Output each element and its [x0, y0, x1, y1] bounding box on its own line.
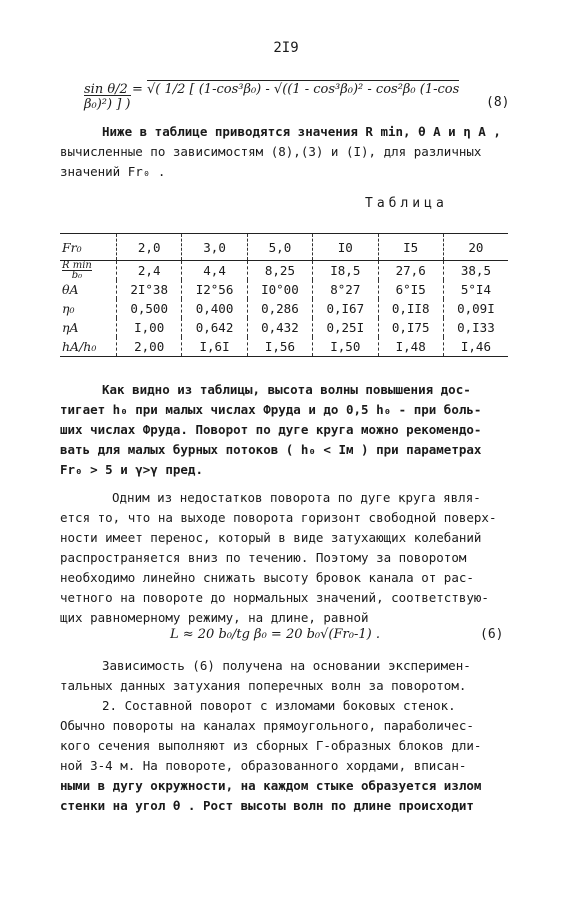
- table-cell: 38,5: [443, 261, 508, 281]
- table-row: [60, 318, 508, 337]
- para2-line-6: четного на повороте до нормальных значений, соответствую-: [60, 590, 489, 605]
- table-cell: 0,286: [247, 299, 312, 318]
- table-cell: 2,00: [117, 337, 182, 357]
- table-cell: 8°27: [313, 280, 378, 299]
- fraction-numerator: R min: [62, 260, 92, 271]
- table-cell: 0,I67: [313, 299, 378, 318]
- para1-line-4: вать для малых бурных потоков ( h₀ < Iм ) при параметрах: [60, 442, 482, 457]
- header-cell: 2,0: [117, 234, 182, 261]
- header-cell: I0: [313, 234, 378, 261]
- para4-line-4: ной 3-4 м. На повороте, образованного хордами, вписан-: [60, 758, 467, 773]
- table-cell: I,46: [443, 337, 508, 357]
- intro-line-2: вычисленные по зависимостям (8),(3) и (I), для различных: [60, 144, 482, 159]
- table-cell: 0,400: [182, 299, 247, 318]
- para4-line-2: Обычно повороты на каналах прямоугольного, параболичес-: [60, 718, 474, 733]
- para4-line-5: ными в дугу окружности, на каждом стыке образуется излом: [60, 778, 482, 793]
- para2-line-2: ется то, что на выходе поворота горизонт свободной поверх-: [60, 510, 497, 525]
- results-table: [60, 233, 508, 357]
- row-label: θA: [62, 282, 79, 297]
- para2-line-3: ности имеет перенос, который в виде затухающих колебаний: [60, 530, 482, 545]
- header-cell: I5: [378, 234, 443, 261]
- row-label-fraction: [62, 261, 92, 280]
- para1-line-5: Fr₀ > 5 и γ>γ пред.: [60, 462, 203, 477]
- table-cell: 8,25: [247, 261, 312, 281]
- para2-line-4: распространяется вниз по течению. Поэтому за поворотом: [60, 550, 467, 565]
- table-cell: I,56: [247, 337, 312, 357]
- page-number: 2I9: [273, 40, 299, 56]
- table-row: [60, 261, 508, 281]
- para1-line-2: тигает h₀ при малых числах Фруда и до 0,5 h₀ - при боль-: [60, 402, 482, 417]
- row-label: [60, 261, 117, 281]
- table-cell: 5°I4: [443, 280, 508, 299]
- intro-line-3: значений Fr₀ .: [60, 164, 166, 179]
- para1-line-1: Как видно из таблицы, высота волны повышения дос-: [102, 382, 471, 397]
- table-cell: 0,I33: [443, 318, 508, 337]
- para2-line-5: необходимо линейно снижать высоту бровок канала от рас-: [60, 570, 474, 585]
- formula-8-lhs: sin θ/2 =: [84, 82, 143, 97]
- formula-8-number: (8): [486, 95, 510, 110]
- table-cell: 0,642: [182, 318, 247, 337]
- table-cell: 0,II8: [378, 299, 443, 318]
- formula-6-number: (6): [480, 627, 504, 642]
- table-row: [60, 280, 508, 299]
- header-cell: 20: [443, 234, 508, 261]
- header-cell: Fr₀: [60, 234, 117, 261]
- table-cell: I2°56: [182, 280, 247, 299]
- table-cell: 0,25I: [313, 318, 378, 337]
- table-cell: I0°00: [247, 280, 312, 299]
- para4-line-1: 2. Составной поворот с изломами боковых стенок.: [102, 698, 456, 713]
- table-cell: 2I°38: [117, 280, 182, 299]
- table-cell: 0,I75: [378, 318, 443, 337]
- para3-line-1: Зависимость (6) получена на основании эксперимен-: [102, 658, 471, 673]
- para3-line-2: тальных данных затухания поперечных волн за поворотом.: [60, 678, 467, 693]
- table-cell: I,00: [117, 318, 182, 337]
- table-cell: I,50: [313, 337, 378, 357]
- fraction-denominator: b₀: [71, 270, 83, 281]
- formula-8-rhs: √( 1/2 [ (1-cos³β₀) - √((1 - cos³β₀)² - cos²β₀ (1-cos β₀)²) ] ): [84, 82, 460, 112]
- table-cell: 0,432: [247, 318, 312, 337]
- para2-line-1: Одним из недостатков поворота по дуге круга явля-: [112, 490, 481, 505]
- row-label: ηA: [62, 320, 79, 335]
- para4-line-3: кого сечения выполняют из сборных Г-образных блоков дли-: [60, 738, 482, 753]
- table-cell: 0,09I: [443, 299, 508, 318]
- intro-line-1: Ниже в таблице приводятся значения R min, θ A и η A ,: [102, 124, 501, 139]
- formula-8: [84, 82, 464, 112]
- table-cell: 0,500: [117, 299, 182, 318]
- row-label: η₀: [62, 301, 75, 316]
- para2-line-7: щих равномерному режиму, на длине, равной: [60, 610, 369, 625]
- para4-line-6: стенки на угол θ . Рост высоты волн по длине происходит: [60, 798, 474, 813]
- table-cell: I,48: [378, 337, 443, 357]
- table-cell: 6°I5: [378, 280, 443, 299]
- table-header-row: [60, 234, 508, 261]
- table-row: [60, 299, 508, 318]
- table-cell: I,6I: [182, 337, 247, 357]
- header-cell: 5,0: [247, 234, 312, 261]
- table-row: [60, 337, 508, 357]
- table-title: Таблица: [365, 196, 448, 211]
- row-label: hA/h₀: [60, 337, 117, 357]
- header-cell: 3,0: [182, 234, 247, 261]
- table-cell: 27,6: [378, 261, 443, 281]
- formula-6: L ≈ 20 b₀/tg β₀ = 20 b₀√(Fr₀-1) .: [170, 627, 380, 642]
- table-cell: 2,4: [117, 261, 182, 281]
- table-cell: 4,4: [182, 261, 247, 281]
- para1-line-3: ших числах Фруда. Поворот по дуге круга можно рекомендо-: [60, 422, 482, 437]
- table-cell: I8,5: [313, 261, 378, 281]
